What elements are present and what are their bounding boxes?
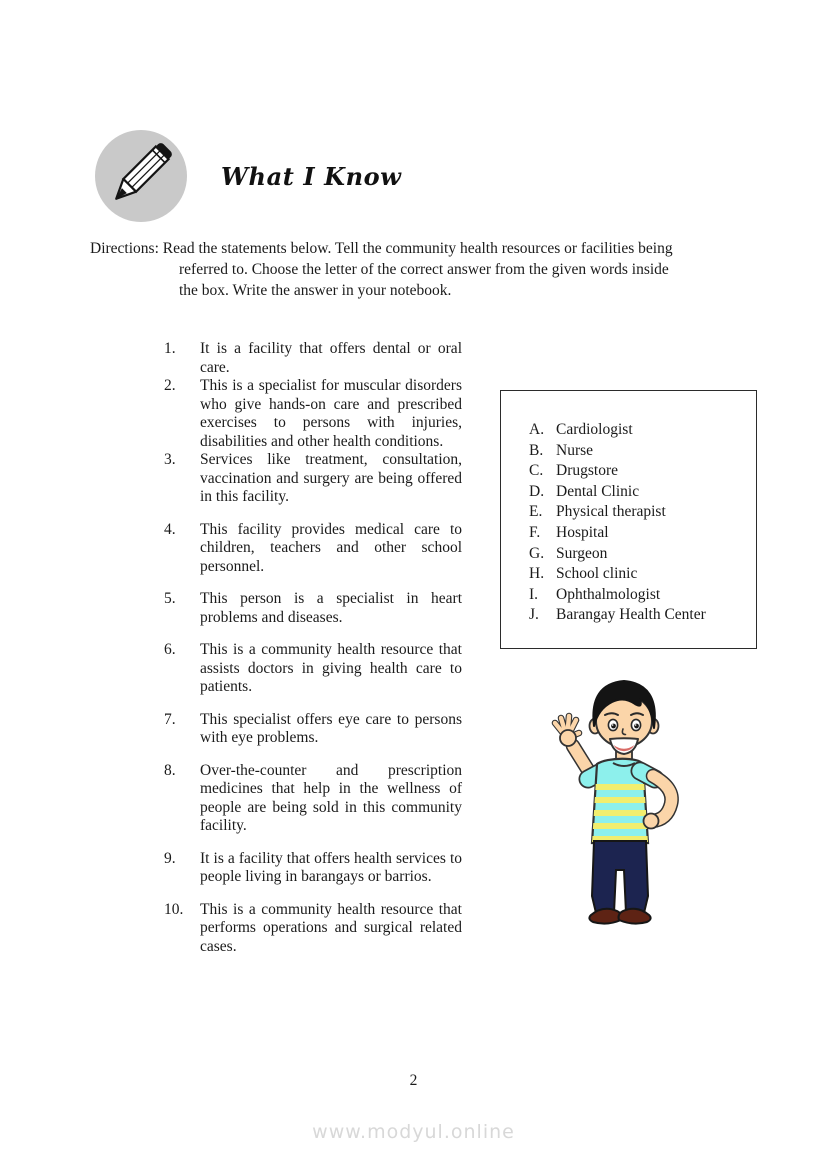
answer-option — [529, 564, 750, 585]
question-item — [164, 377, 462, 451]
question-text: This person is a specialist in heart problems and diseases. — [200, 590, 462, 626]
question-number: 4. — [164, 520, 176, 538]
option-letter: F. — [529, 523, 541, 541]
question-text: This is a community health resource that assists doctors in giving health care to patients. — [200, 641, 462, 695]
question-item — [164, 710, 462, 748]
question-item — [164, 900, 462, 957]
option-letter: H. — [529, 565, 545, 583]
option-label: Surgeon — [556, 544, 608, 562]
answer-option — [529, 461, 750, 482]
page-number: 2 — [409, 1072, 418, 1089]
directions-label: Directions: — [90, 240, 159, 257]
option-letter: G. — [529, 544, 545, 562]
question-number: 5. — [164, 590, 176, 607]
question-item — [164, 641, 462, 697]
answer-option — [529, 502, 750, 523]
answer-option — [529, 420, 750, 441]
question-item — [164, 520, 462, 577]
question-number: 9. — [164, 849, 176, 867]
question-text: Over-the-counter and prescription medicines that help in the wellness of people are being sold in this community facility. — [200, 761, 462, 834]
question-number: 10. — [164, 900, 184, 918]
answer-option — [529, 441, 750, 462]
question-number: 7. — [164, 710, 176, 728]
option-letter: I. — [529, 585, 539, 603]
answer-box — [500, 390, 757, 649]
question-number: 8. — [164, 761, 176, 779]
waving-boy-illustration — [547, 672, 693, 934]
question-item — [164, 761, 462, 836]
question-number: 3. — [164, 451, 176, 468]
answer-option — [529, 482, 750, 503]
answer-option — [529, 585, 750, 606]
question-item — [164, 590, 462, 627]
option-label: Drugstore — [556, 462, 618, 480]
question-item — [164, 451, 462, 507]
option-letter: D. — [529, 482, 545, 500]
option-label: School clinic — [556, 565, 638, 583]
page-title: What I Know — [221, 162, 402, 191]
question-text: It is a facility that offers dental or oral care. — [200, 340, 462, 376]
question-text: Services like treatment, consultation, vaccination and surgery are being offered in this facility. — [200, 451, 462, 505]
boy-head — [590, 681, 659, 754]
pants — [592, 841, 648, 913]
option-letter: A. — [529, 421, 545, 438]
option-label: Hospital — [556, 523, 609, 541]
waving-hand — [555, 716, 579, 746]
answer-option — [529, 544, 750, 565]
option-label: Barangay Health Center — [556, 606, 706, 624]
question-text: This specialist offers eye care to persons with eye problems. — [200, 710, 462, 746]
directions-text: Read the statements below. Tell the community health resources or facilities being referred to. Choose the letter of the correct answer from the given words inside the box. Write the answer in your notebook. — [162, 240, 673, 299]
question-number: 2. — [164, 377, 176, 394]
directions — [90, 238, 676, 301]
pencil-badge — [95, 130, 187, 222]
answer-option — [529, 605, 750, 626]
question-text: This is a specialist for muscular disorders who give hands-on care and prescribed exercises to persons with injuries, disabilities and other health conditions. — [200, 377, 462, 450]
option-label: Cardiologist — [556, 421, 633, 438]
option-letter: B. — [529, 441, 544, 459]
question-item — [164, 340, 462, 377]
option-letter: C. — [529, 462, 544, 480]
question-item — [164, 849, 462, 887]
option-letter: J. — [529, 606, 539, 624]
question-number: 6. — [164, 641, 176, 658]
option-label: Nurse — [556, 441, 594, 459]
answer-option — [529, 523, 750, 544]
option-label: Dental Clinic — [556, 482, 640, 500]
watermark-text: www.modyul.online — [312, 1121, 515, 1143]
question-text: This is a community health resource that performs operations and surgical related cases. — [200, 900, 462, 955]
question-number: 1. — [164, 340, 176, 357]
shoes — [589, 909, 650, 924]
pencil-icon — [95, 130, 187, 222]
option-label: Ophthalmologist — [556, 585, 661, 603]
question-list — [164, 340, 462, 956]
question-text: This facility provides medical care to children, teachers and other school personnel. — [200, 520, 462, 575]
option-letter: E. — [529, 503, 543, 521]
question-text: It is a facility that offers health services to people living in barangays or barrios. — [200, 849, 462, 885]
option-label: Physical therapist — [556, 503, 666, 521]
